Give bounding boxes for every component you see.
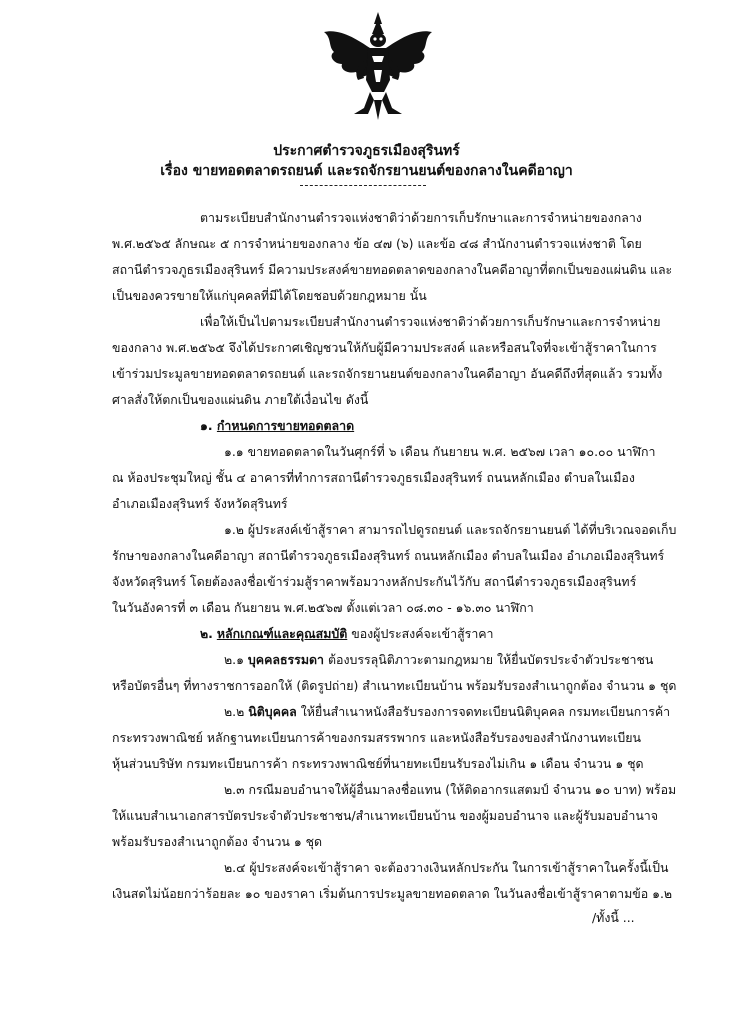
- section-1-1-line: ๑.๑ ขายทอดตลาดในวันศุกร์ที่ ๖ เดือน กันยายน พ.ศ. ๒๕๖๗ เวลา ๑๐.๐๐ นาฬิกา: [224, 444, 656, 459]
- section-2-2-line: [224, 704, 670, 720]
- intro-p2-line: เพื่อให้เป็นไปตามระเบียบสำนักงานตำรวจแห่งชาติว่าด้วยการเก็บรักษาและการจำหน่าย: [200, 314, 661, 329]
- announcement-title: ประกาศตำรวจภูธรเมืองสุรินทร์: [273, 143, 460, 159]
- garuda-emblem-icon: [318, 10, 438, 122]
- section-2-1-line: [224, 652, 653, 668]
- section-2-2-text: ให้ยื่นสำเนาหนังสือรับรองการจดทะเบียนนิติบุคคล กรมทะเบียนการค้า: [296, 704, 671, 719]
- section-2-2-line: หุ้นส่วนบริษัท กรมทะเบียนการค้า กระทรวงพาณิชย์ที่นายทะเบียนรับรองไม่เกิน ๑ เดือน จำนวน ๑ ชุด: [112, 756, 644, 771]
- section-1-title: กำหนดการขายทอดตลาด: [216, 418, 355, 433]
- section-1-heading: [200, 418, 354, 434]
- section-1-1-line: อำเภอเมืองสุรินทร์ จังหวัดสุรินทร์: [112, 496, 288, 511]
- section-2-1-text: ต้องบรรลุนิติภาวะตามกฎหมาย ให้ยื่นบัตรประจำตัวประชาชน: [324, 652, 654, 667]
- section-1-1-line: ณ ห้องประชุมใหญ่ ชั้น ๔ อาคารที่ทำการสถานีตำรวจภูธรเมืองสุรินทร์ ถนนหลักเมือง ตำบลในเมือง: [112, 470, 635, 485]
- section-2-3-line: พร้อมรับรองสำเนาถูกต้อง จำนวน ๑ ชุด: [112, 834, 323, 849]
- intro-p2-line: ศาลสั่งให้ตกเป็นของแผ่นดิน ภายใต้เงื่อนไข ดังนี้: [112, 392, 369, 407]
- intro-p2-line: เข้าร่วมประมูลขายทอดตลาดรถยนต์ และรถจักรยานยนต์ของกลางในคดีอาญา อันคดีถึงที่สุดแล้ว รวมทั้ง: [112, 366, 663, 381]
- section-2-2-number: ๒.๒: [224, 704, 249, 719]
- section-1-number: ๑.: [200, 418, 213, 433]
- section-1-2-line: จังหวัดสุรินทร์ โดยต้องลงชื่อเข้าร่วมสู้ราคาพร้อมวางหลักประกันไว้กับ สถานีตำรวจภูธรเมืองสุรินทร์: [112, 574, 637, 589]
- intro-p1-line: ตามระเบียบสำนักงานตำรวจแห่งชาติว่าด้วยการเก็บรักษาและการจำหน่ายของกลาง: [200, 210, 642, 225]
- section-2-3-line: ๒.๓ กรณีมอบอำนาจให้ผู้อื่นมาลงชื่อแทน (ให้ติดอากรแสตมป์ จำนวน ๑๐ บาท) พร้อม: [224, 782, 677, 797]
- section-2-1-line: หรือบัตรอื่นๆ ที่ทางราชการออกให้ (ติดรูปถ่าย) สำเนาทะเบียนบ้าน พร้อมรับรองสำเนาถูกต้อง จำนวน ๑ ชุด: [112, 678, 677, 693]
- section-2-2-line: กระทรวงพาณิชย์ หลักฐานทะเบียนการค้าของกรมสรรพากร และหนังสือรับรองของสำนักงานทะเบียน: [112, 730, 641, 745]
- title-separator: [300, 185, 426, 186]
- section-2-number: ๒.: [200, 626, 213, 641]
- section-2-heading: [200, 626, 494, 642]
- section-2-title-rest: ของผู้ประสงค์จะเข้าสู้ราคา: [347, 626, 494, 641]
- section-2-title: หลักเกณฑ์และคุณสมบัติ: [216, 626, 348, 641]
- intro-p1-line: พ.ศ.๒๕๖๕ ลักษณะ ๕ การจำหน่ายของกลาง ข้อ ๔๗ (๖) และข้อ ๔๘ สำนักงานตำรวจแห่งชาติ โดย: [112, 236, 642, 251]
- section-2-1-term: บุคคลธรรมดา: [247, 652, 325, 667]
- section-1-2-line: ในวันอังคารที่ ๓ เดือน กันยายน พ.ศ.๒๕๖๗ ตั้งแต่เวลา ๐๘.๓๐ - ๑๖.๓๐ นาฬิกา: [112, 600, 534, 615]
- intro-p1-line: สถานีตำรวจภูธรเมืองสุรินทร์ มีความประสงค์ขายทอดตลาดของกลางในคดีอาญาที่ตกเป็นของแผ่นดิน และ: [112, 262, 673, 277]
- intro-p1-line: เป็นของควรขายให้แก่บุคคลที่มีได้โดยชอบด้วยกฎหมาย นั้น: [112, 288, 427, 303]
- section-2-3-line: ให้แนบสำเนาเอกสารบัตรประจำตัวประชาชน/สำเนาทะเบียนบ้าน ของผู้มอบอำนาจ และผู้รับมอบอำนาจ: [112, 808, 659, 823]
- section-2-4-line: ๒.๔ ผู้ประสงค์จะเข้าสู้ราคา จะต้องวางเงินหลักประกัน ในการเข้าสู้ราคาในครั้งนี้เป็น: [224, 860, 669, 875]
- section-1-2-line: ๑.๒ ผู้ประสงค์เข้าสู้ราคา สามารถไปดูรถยนต์ และรถจักรยานยนต์ ได้ที่บริเวณจอดเก็บ: [224, 522, 677, 537]
- section-2-4-line: เงินสดไม่น้อยกว่าร้อยละ ๑๐ ของราคา เริ่มต้นการประมูลขายทอดตลาด ในวันลงชื่อเข้าสู้ราคาตามข้อ ๑.๒: [112, 886, 673, 901]
- section-1-2-line: รักษาของกลางในคดีอาญา สถานีตำรวจภูธรเมืองสุรินทร์ ถนนหลักเมือง ตำบลในเมือง อำเภอเมืองสุรินทร์: [112, 548, 665, 563]
- section-2-2-term: นิติบุคคล: [248, 704, 297, 719]
- intro-p2-line: ของกลาง พ.ศ.๒๕๖๕ จึงได้ประกาศเชิญชวนให้กับผู้มีความประสงค์ และหรือสนใจที่จะเข้าสู้ราคาในการ: [112, 340, 657, 355]
- section-2-1-number: ๒.๑: [224, 652, 248, 667]
- page-continuation: /ทั้งนี้ ...: [592, 910, 635, 925]
- announcement-subject: เรื่อง ขายทอดตลาดรถยนต์ และรถจักรยานยนต์ของกลางในคดีอาญา: [160, 163, 573, 179]
